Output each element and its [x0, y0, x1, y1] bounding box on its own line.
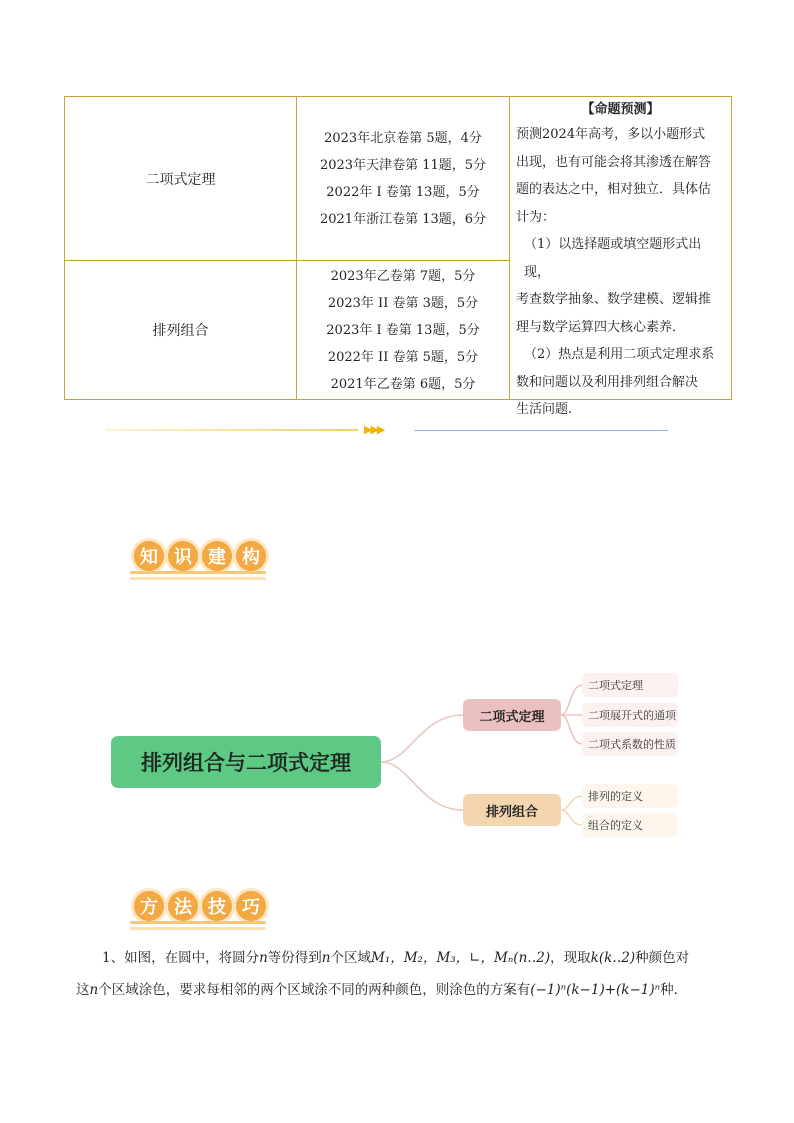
problem-text	[76, 942, 726, 1006]
math-formula: (−1)ⁿ(k−1)+(k−1)ⁿ	[530, 982, 661, 998]
prediction-line: 预测2024年高考，多以小题形式	[516, 127, 706, 142]
exam-item: 2021年浙江卷第 13题，6分	[319, 211, 487, 227]
exam-item: 2021年乙卷第 6题，5分	[330, 376, 476, 392]
exam-list-permutation	[297, 261, 510, 399]
banner-char: 方	[134, 891, 164, 921]
math-var: n	[89, 982, 99, 998]
prediction-line: 理与数学运算四大核心素养．	[516, 319, 686, 335]
mind-map-leaf: 二项式系数的性质	[582, 732, 678, 756]
mind-map-leaf: 组合的定义	[582, 813, 678, 837]
topic-cell-binomial	[65, 97, 297, 261]
exam-item: 2023年 I 卷第 13题，5分	[326, 322, 480, 338]
prediction-line: （1）以选择题或填空题形式出现，	[524, 237, 702, 280]
banner-char: 构	[236, 541, 266, 571]
topic-cell-permutation	[65, 261, 297, 399]
prediction-line: 计为：	[516, 209, 556, 225]
banner-stripes	[130, 921, 266, 933]
banner-char: 法	[168, 891, 198, 921]
topic-label: 排列组合	[152, 323, 209, 339]
banner-char: 知	[134, 541, 164, 571]
exam-item: 2022年 I 卷第 13题，5分	[326, 184, 480, 200]
banner-char: 识	[168, 541, 198, 571]
exam-item: 2023年乙卷第 7题，5分	[330, 268, 476, 284]
prediction-line: 题的表达之中，相对独立．具体估	[516, 182, 712, 197]
banner-char: 建	[202, 541, 232, 571]
math-var: k(k‥2)	[590, 950, 636, 966]
mind-map-branch-binomial: 二项式定理	[463, 699, 561, 731]
mind-map-leaf: 二项式定理	[582, 673, 678, 697]
mind-map-branch-permutation: 排列组合	[463, 794, 561, 826]
prediction-line: 生活问题.	[516, 402, 573, 417]
mind-map-leaf: 二项展开式的通项	[582, 703, 678, 727]
math-var: n	[321, 950, 331, 966]
prediction-cell	[510, 97, 731, 417]
prediction-line: 考查数学抽象、数学建模、逻辑推	[516, 292, 712, 307]
mind-map	[0, 660, 794, 850]
prediction-line: 数和问题以及利用排列组合解决	[516, 374, 699, 390]
banner-stripes	[130, 571, 266, 583]
mind-map-leaf: 排列的定义	[582, 784, 678, 808]
math-regions: M₁，M₂，M₃，∟，Mₙ(n‥2)	[371, 950, 551, 966]
problem-line-1: 1、如图，在圆中，将圆分n等份得到n个区域M₁，M₂，M₃，∟，Mₙ(n‥2)，现取k(k‥2)种颜色对	[102, 950, 690, 966]
prediction-line: （2）热点是利用二项式定理求系	[524, 347, 715, 362]
exam-list-binomial	[297, 97, 510, 261]
prediction-title: 【命题预测】	[581, 102, 660, 117]
banner-char: 巧	[236, 891, 266, 921]
prediction-line: 出现，也有可能会将其渗透在解答	[516, 154, 712, 170]
math-var: n	[259, 950, 268, 966]
problem-line-2: 这n个区域涂色，要求每相邻的两个区域涂不同的两种颜色，则涂色的方案有(−1)ⁿ(k−1)+(k−1)ⁿ种．	[76, 982, 688, 998]
mind-map-root: 排列组合与二项式定理	[111, 736, 381, 788]
exam-item: 2022年 II 卷第 5题，5分	[327, 349, 479, 365]
exam-item: 2023年 II 卷第 3题，5分	[327, 295, 479, 311]
divider-left	[106, 429, 358, 431]
divider-right	[414, 430, 668, 431]
exam-table	[64, 96, 732, 417]
exam-item: 2023年北京卷第 5题，4分	[324, 130, 482, 146]
banner-char: 技	[202, 891, 232, 921]
topic-label: 二项式定理	[145, 171, 216, 188]
divider-arrows-icon: ▶▶▶	[364, 423, 384, 436]
exam-item: 2023年天津卷第 11题，5分	[319, 157, 487, 173]
